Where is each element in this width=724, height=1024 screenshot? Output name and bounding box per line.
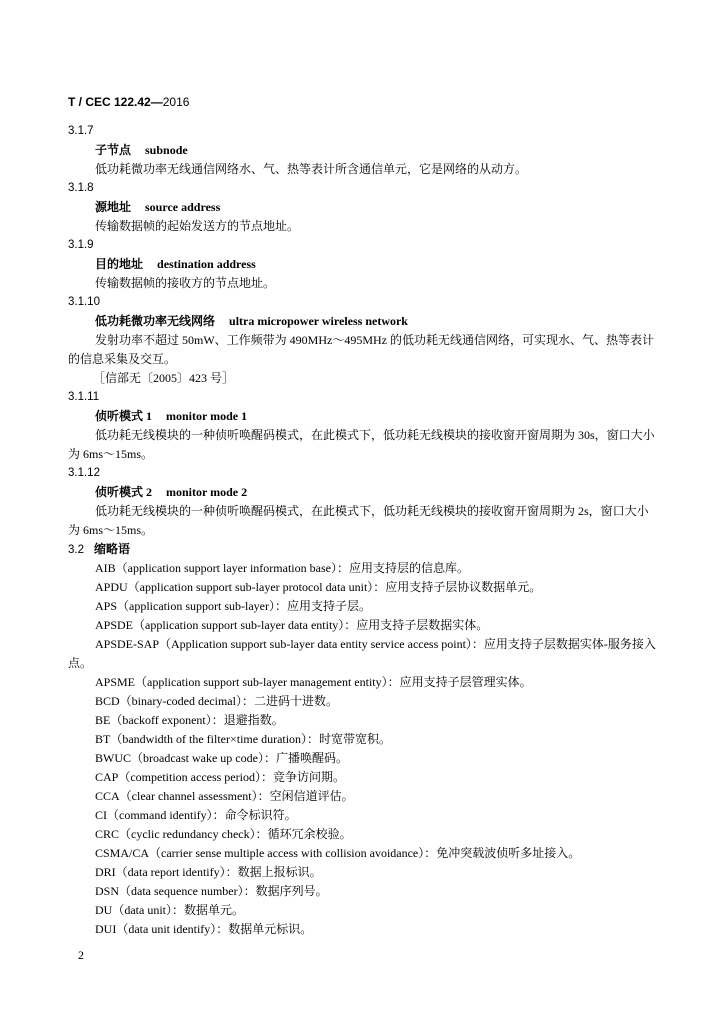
abbreviation-item: CI（command identify）：命令标识符。 <box>95 808 297 822</box>
term-chinese: 目的地址 <box>95 257 144 271</box>
term-definition: 低功耗无线模块的一种侦听唤醒码模式，在此模式下，低功耗无线模块的接收窗开窗周期为 30s，窗口大小为 6ms～15ms。 <box>68 428 655 461</box>
term-number: 3.1.7 <box>68 125 94 137</box>
term-number: 3.1.8 <box>68 182 94 194</box>
term-number: 3.1.12 <box>68 467 100 479</box>
term-english: ultra micropower wireless network <box>229 314 408 328</box>
abbreviation-item: CCA（clear channel assessment）：空闲信道评估。 <box>95 789 354 803</box>
term-source-note: ［信部无〔2005〕423 号］ <box>93 371 235 385</box>
abbreviation-item: DUI（data unit identify）：数据单元标识。 <box>95 922 313 936</box>
abbreviation-item: AIB（application support layer information base）：应用支持层的信息库。 <box>95 561 469 575</box>
term-chinese: 侦听模式 1 <box>95 409 153 423</box>
standard-code: T / CEC 122.42 <box>68 95 151 109</box>
content-body <box>68 122 656 939</box>
term-entry <box>68 179 656 236</box>
term-chinese: 侦听模式 2 <box>95 485 153 499</box>
abbreviation-item: APS（application support sub-layer）：应用支持子层。 <box>95 599 371 613</box>
abbreviation-item: CRC（cyclic redundancy check）：循环冗余校验。 <box>95 827 352 841</box>
abbreviation-item: CSMA/CA（carrier sense multiple access with collision avoidance）：免冲突载波侦听多址接入。 <box>95 846 581 860</box>
term-title <box>68 407 656 426</box>
abbreviation-item: BWUC（broadcast wake up code）：广播唤醒码。 <box>95 751 348 765</box>
abbreviation-item: APSME（application support sub-layer management entity）：应用支持子层管理实体。 <box>95 675 532 689</box>
term-title <box>68 312 656 331</box>
standard-header: T / CEC 122.42—2016 <box>68 95 190 109</box>
standard-year: 2016 <box>162 95 190 109</box>
term-english: destination address <box>157 257 256 271</box>
term-definition: 发射功率不超过 50mW、工作频带为 490MHz～495MHz 的低功耗无线通信网络，可实现水、气、热等表计的信息采集及交互。 <box>68 333 654 366</box>
term-definition: 传输数据帧的接收方的节点地址。 <box>95 276 276 290</box>
abbreviation-item: BCD（binary-coded decimal）：二进码十进数。 <box>95 694 338 708</box>
section-heading <box>68 540 656 559</box>
term-title <box>68 141 656 160</box>
term-chinese: 子节点 <box>95 143 132 157</box>
section-title: 缩略语 <box>94 542 131 556</box>
term-entry <box>68 464 656 540</box>
abbreviation-item: CAP（competition access period）：竞争访问期。 <box>95 770 345 784</box>
term-title <box>68 255 656 274</box>
term-english: subnode <box>145 143 188 157</box>
term-definition: 传输数据帧的起始发送方的节点地址。 <box>95 219 300 233</box>
abbreviation-item: DSN（data sequence number）：数据序列号。 <box>95 884 328 898</box>
term-number: 3.1.9 <box>68 239 94 251</box>
term-definition: 低功耗无线模块的一种侦听唤醒码模式，在此模式下，低功耗无线模块的接收窗开窗周期为 2s，窗口大小为 6ms～15ms。 <box>68 504 649 537</box>
term-english: monitor mode 2 <box>166 485 248 499</box>
abbreviation-item: APSDE（application support sub-layer data entity）：应用支持子层数据实体。 <box>95 618 489 632</box>
term-title <box>68 483 656 502</box>
term-entry <box>68 388 656 464</box>
term-number: 3.1.10 <box>68 296 100 308</box>
term-entry <box>68 293 656 388</box>
term-entry <box>68 236 656 293</box>
abbreviation-item: BT（bandwidth of the filter×time duration）：时宽带宽积。 <box>95 732 392 746</box>
abbreviation-item: DU（data unit）：数据单元。 <box>95 903 244 917</box>
abbreviation-item: APDU（application support sub-layer protocol data unit）：应用支持子层协议数据单元。 <box>95 580 542 594</box>
term-english: source address <box>145 200 221 214</box>
term-entry <box>68 122 656 179</box>
term-english: monitor mode 1 <box>166 409 248 423</box>
abbreviation-item: DRI（data report identify）：数据上报标识。 <box>95 865 322 879</box>
abbreviation-item: APSDE-SAP（Application support sub-layer data entity service access point）：应用支持子层数据实体-服务接入点。 <box>68 637 656 670</box>
abbreviation-item: BE（backoff exponent）：退避指数。 <box>95 713 284 727</box>
term-chinese: 低功耗微功率无线网络 <box>95 314 216 328</box>
term-chinese: 源地址 <box>95 200 132 214</box>
page-number: 2 <box>78 948 84 962</box>
term-definition: 低功耗微功率无线通信网络水、气、热等表计所含通信单元，它是网络的从动方。 <box>95 162 528 176</box>
abbreviation-list <box>68 559 656 939</box>
term-number: 3.1.11 <box>68 391 100 403</box>
section-number: 3.2 <box>68 544 84 556</box>
term-title <box>68 198 656 217</box>
